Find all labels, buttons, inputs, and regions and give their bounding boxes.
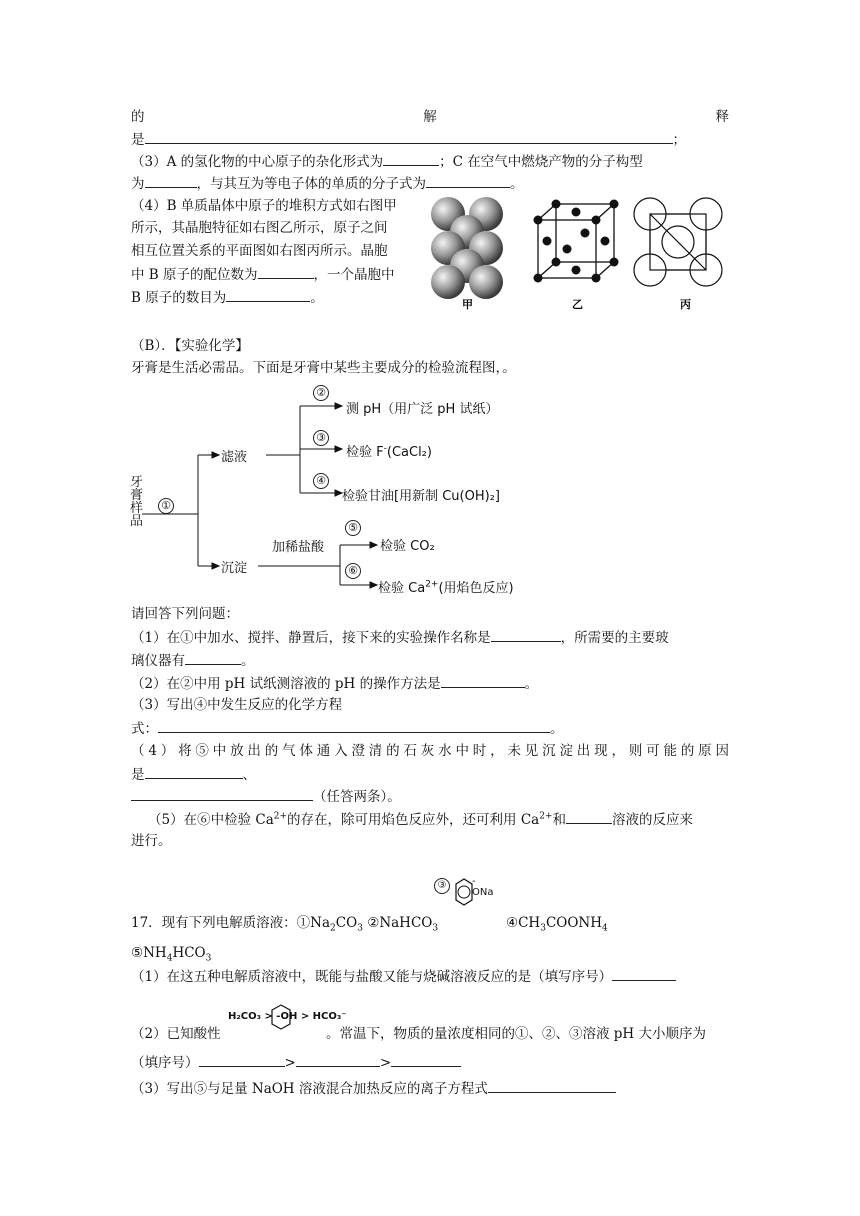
sub: 4 (602, 923, 608, 934)
text: (CaCl₂) (386, 445, 432, 460)
item-3-marker: ③ (434, 878, 450, 894)
text: 中 B 原子的配位数为 (131, 267, 258, 283)
text: 17．现有下列电解质溶液：①Na (131, 915, 331, 931)
acidity-formula-image (228, 1001, 347, 1035)
sub: 2 (330, 923, 336, 934)
flow-step-3 (313, 430, 329, 446)
step-5-marker: ⑤ (345, 520, 361, 536)
step-6-marker: ⑥ (345, 563, 361, 579)
questions-intro: 请回答下列问题： (131, 606, 239, 622)
blank[interactable] (491, 627, 561, 642)
blank[interactable] (145, 129, 673, 144)
text: ，所需要的主要玻 (560, 630, 669, 646)
text: > (379, 1055, 392, 1071)
q4-line-4 (131, 264, 395, 285)
text: （1）在这五种电解质溶液中，既能与盐酸又能与烧碱溶液反应的是（填写序号） (131, 969, 613, 985)
text-de: 的 (131, 109, 145, 125)
text: 是 (131, 767, 145, 783)
text: 。 (510, 176, 524, 192)
text: (用焰色反应) (438, 581, 514, 596)
text: 。 (550, 721, 564, 737)
sup: - (383, 443, 387, 454)
sodium-phenoxide-structure (434, 874, 496, 916)
blank[interactable] (383, 151, 439, 166)
q4-line-1: （4）B 单质晶体中原子的堆积方式如右图甲 (131, 198, 397, 214)
sphere-stack-figure (431, 197, 503, 299)
ona-group: -ONa (472, 876, 494, 898)
text: ，与其互为等电子体的单质的分子式为 (196, 176, 426, 192)
flow-calcium (378, 577, 514, 596)
blank[interactable] (612, 966, 676, 981)
q3-line-2 (131, 173, 524, 194)
text: 检验 F (346, 445, 384, 460)
q4-line-2: 所示，其晶胞特征如右图乙所示，原子之间 (131, 220, 388, 236)
plane-figure (634, 198, 722, 286)
text: 式： (131, 721, 158, 737)
q1-line-2 (131, 650, 255, 671)
text: B 原子的数目为 (131, 290, 227, 306)
sup: 2+ (273, 811, 288, 822)
q17-sub-2-cont (326, 1024, 706, 1044)
q4-line-a: （4）将⑤中放出的气体通入澄清的石灰水中时，未见沉淀出现，则可能的原因 (131, 743, 729, 759)
flow-step-1 (158, 498, 174, 514)
q17-sub-2 (131, 1024, 221, 1044)
q3-line-1 (131, 151, 643, 172)
q5-line-1 (148, 809, 693, 830)
flow-precipitate: 沉淀 (221, 561, 248, 576)
text: COONH (545, 915, 603, 931)
text: （5）在⑥中检验 Ca (148, 812, 274, 828)
text-jie: 解 (423, 109, 437, 125)
line-answer-1 (131, 129, 686, 150)
section-b-intro: 牙膏是生活必需品。下面是牙膏中某些主要成分的检验流程图，。 (131, 360, 516, 376)
blank[interactable] (158, 718, 550, 733)
flow-co2: 检验 CO₂ (380, 539, 435, 554)
text: 。 (524, 676, 539, 692)
text: > (284, 1055, 296, 1071)
blank[interactable] (296, 1052, 380, 1067)
blank[interactable] (145, 173, 197, 188)
q3-line: （3）写出④中发生反应的化学方程 (131, 697, 343, 713)
text: 的存在，除可用焰色反应外，还可利用 Ca (287, 812, 540, 828)
flow-step-4 (313, 473, 329, 489)
text: 溶液的反应来 (612, 812, 693, 828)
crystal-figures (430, 196, 730, 314)
text: ⑤NH (131, 945, 167, 961)
q3-line-2b (131, 718, 564, 739)
text: 和 (552, 812, 566, 828)
text: 。 (241, 653, 255, 669)
step-1-marker: ① (158, 498, 174, 514)
acidity-formula: H₂CO₃ > -OH > HCO₃⁻ (228, 1011, 347, 1022)
text: HCO (172, 945, 206, 961)
flow-sample-label: 牙膏样品 (130, 475, 144, 529)
flow-filtrate: 滤液 (221, 450, 248, 465)
flow-fluoride (346, 441, 432, 460)
blank[interactable] (566, 809, 612, 824)
q17-item-5 (131, 943, 211, 963)
text: CO (335, 915, 358, 931)
q4-line-3: 相互位置关系的平面图如右图丙所示。晶胞 (131, 243, 388, 259)
text: （2）已知酸性 (131, 1026, 221, 1042)
section-b-title: （B）．【实验化学】 (131, 338, 249, 354)
text-shi2: 是 (131, 132, 145, 148)
q5-line-2: 进行。 (131, 833, 172, 849)
blank[interactable] (145, 764, 243, 779)
sub: 3 (540, 923, 546, 934)
q1-line-1 (131, 627, 669, 648)
text: 为 (131, 176, 145, 192)
sub: 3 (205, 953, 212, 964)
sup: 2+ (425, 579, 439, 590)
flow-step-2 (313, 385, 329, 401)
q4-line-b (131, 764, 256, 785)
text: （3）A 的氢化物的中心原子的杂化形式为 (131, 154, 384, 170)
sub: 3 (357, 923, 363, 934)
text: （1）在①中加水、搅拌、静置后，接下来的实验操作名称是 (131, 630, 491, 646)
q17-sub-1 (131, 966, 676, 987)
flow-acid: 加稀盐酸 (272, 540, 325, 555)
blank[interactable] (258, 264, 314, 279)
step-4-marker: ④ (313, 473, 329, 489)
q4-line-c (131, 786, 401, 807)
phenol-ring-icon (266, 1001, 296, 1033)
text: 璃仪器有 (131, 653, 185, 669)
line-explain (131, 107, 729, 127)
q17-sub-3 (131, 1078, 616, 1099)
label-bing: 丙 (680, 298, 691, 311)
flow-step-5 (345, 520, 361, 536)
text: （填序号） (131, 1055, 199, 1071)
sub: 3 (432, 923, 439, 934)
q2-line (131, 673, 538, 694)
flow-glycerol: 检验甘油[用新制 Cu(OH)₂] (342, 489, 500, 504)
q17-line-1 (131, 913, 438, 933)
text: ；C 在空气中燃烧产物的分子构型 (439, 154, 643, 170)
flow-ph: 测 pH（用广泛 pH 试纸） (346, 402, 499, 417)
step-3-marker: ③ (313, 430, 329, 446)
blank[interactable] (426, 173, 510, 188)
text: ，一个晶胞中 (313, 267, 395, 283)
blank[interactable] (199, 1052, 285, 1067)
q17-sub-2-order (131, 1052, 461, 1073)
q17-item-4 (506, 913, 608, 933)
text-shi: 释 (715, 109, 729, 125)
text: ④CH (506, 915, 541, 931)
blank[interactable] (391, 1052, 461, 1067)
text: （3）写出⑤与足量 NaOH 溶液混合加热反应的离子方程式 (131, 1081, 488, 1097)
sup: 2+ (539, 811, 553, 822)
label-yi: 乙 (572, 298, 583, 311)
text: （2）在②中用 pH 试纸测溶液的 pH 的操作方法是 (131, 676, 441, 692)
blank[interactable] (131, 786, 313, 801)
text: 。 (310, 290, 324, 306)
blank[interactable] (185, 650, 241, 665)
label-jia: 甲 (462, 298, 473, 311)
text: 检验 Ca (378, 581, 426, 596)
q4-line-5 (131, 287, 324, 308)
blank[interactable] (226, 287, 310, 302)
blank[interactable] (441, 673, 525, 688)
blank[interactable] (488, 1078, 616, 1093)
text: （任答两条）。 (313, 789, 401, 805)
text: 、 (242, 767, 256, 783)
text-semicolon: ； (672, 132, 686, 148)
text: 。常温下，物质的量浓度相同的①、②、③溶液 pH 大小顺序为 (326, 1026, 706, 1042)
step-2-marker: ② (313, 385, 329, 401)
sub: 4 (166, 953, 173, 964)
text: ②NaHCO (362, 915, 433, 931)
flow-step-6 (345, 563, 361, 579)
